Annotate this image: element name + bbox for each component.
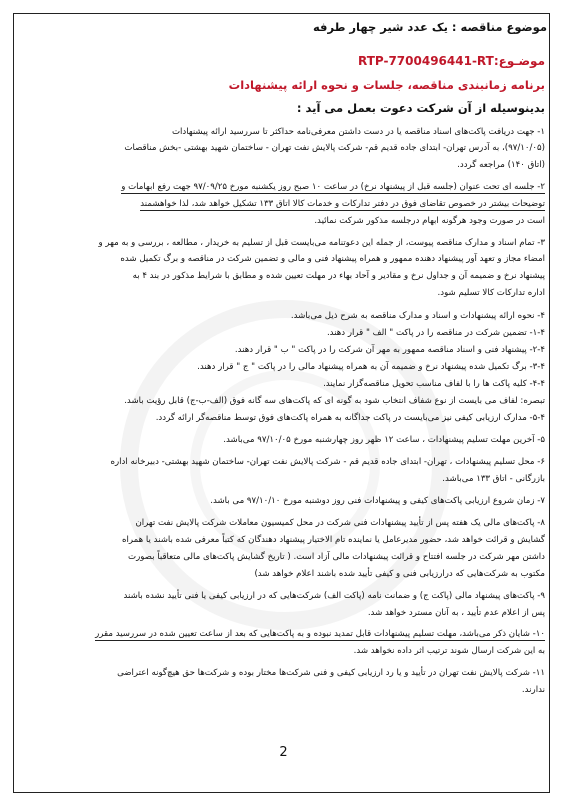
body-line: ۹- پاکت‌های پیشنهاد مالی (پاکت ج) و ضمانت نامه (پاکت الف) شرکت‌هایی که در ارزیابی کیفی یا فنی تأیید نشده باشند (123, 591, 545, 601)
body-line: ۳-۴- برگ تکمیل شده پیشنهاد نرخ و ضمیمه آن به همراه پیشنهاد مالی را در پاکت " ج " قرار دهند. (197, 362, 545, 372)
body-line: ۱۱- شرکت پالایش نفت تهران در تأیید و یا رد ارزیابی کیفی و فنی شرکت‌ها مختار بوده و شرکت‌ها حق هیچ‌گونه اعتراضی (117, 668, 545, 678)
body-line: مکتوب به شرکت‌هایی که درارزیابی فنی و کیفی تأیید شده باشند اعلام خواهد شد) (254, 569, 545, 579)
body-line: ۱۰- شایان ذکر می‌باشد، مهلت تسلیم پیشنهادات قابل تمدید نبوده و به پاکت‌هایی که بعد از ساعت تعیین شده در سررسید مقرر (95, 629, 545, 639)
body-line: توضیحات بیشتر در خصوص تقاضای فوق در دفتر تدارکات و خدمات کالا اتاق ۱۳۳ تشکیل خواهد شد، لذا خواهشمند (140, 199, 545, 209)
body-line: ۴-۴- کلیه پاکت ها را با لفاف مناسب تحویل مناقصه‌گزار نمایند. (323, 379, 545, 389)
body-line: ۶- محل تسلیم پیشنهادات ، تهران- ابتدای جاده قدیم قم - شرکت پالایش نفت تهران- ساختمان شهید بهشتی- دبیرخانه اداره (110, 457, 545, 467)
body-line: بازرگانی - اتاق ۱۳۳ می‌باشد. (442, 474, 545, 484)
body-line: اداره تدارکات کالا تسلیم شود. (437, 288, 545, 298)
body-line: ۸- پاکت‌های مالی یک هفته پس از تأیید پیشنهادات فنی شرکت در محل کمیسیون معاملات شرکت پالایش نفت تهران (135, 518, 545, 528)
body-line: ۲- جلسه ای تحت عنوان (جلسه قبل از پیشنهاد نرخ) در ساعت ۱۰ صبح روز یکشنبه مورخ ۹۷/۰۹/۲۵ جهت رفع ابهامات و (121, 182, 545, 192)
body-line: امضاء مجاز و تعهد آور پیشنهاد دهنده ممهور و همراه پیشنهاد فنی و مالی و تضمین شرکت در مناقصه و برگ تکمیل شده (120, 254, 545, 264)
body-line: ۵-۴- مدارک ارزیابی کیفی نیز می‌بایست در پاکت جداگانه به همراه پاکت‌های فوق توسط مناقصه‌گر ارائه گردد. (155, 413, 545, 423)
body-line: پس از اعلام عدم تأیید ، به آنان مسترد خواهد شد. (367, 608, 545, 618)
tender-subject: موضوع مناقصه : یک عدد شیر چهار طرفه (312, 20, 547, 34)
body-line: (۹۷/۱۰/۰۵)، به آدرس تهران- ابتدای جاده قدیم قم- شرکت پالایش نفت تهران - ساختمان شهید بهشتی -بخش مناقصات (124, 143, 545, 153)
invite-heading: بدینوسیله از آن شرکت دعوت بعمل می آید : (296, 101, 545, 115)
body-line: ۱- جهت دریافت پاکت‌های اسناد مناقصه یا در دست داشتن معرفی‌نامه حداکثر تا سررسید ارائه پیشنهادات (171, 127, 545, 137)
topic-code: RTP-7700496441-RT (358, 54, 494, 68)
body-line: گشایش و قرائت خواهد شد، حضور مدیرعامل یا نماینده تام الاختیار پیشنهاد دهندگان که کتباً معرفی شده باشند یا همراه (121, 535, 545, 545)
body-line: ۲-۴- پیشنهاد فنی و اسناد مناقصه ممهور به مهر آن شرکت را در پاکت " ب " قرار دهند. (234, 345, 545, 355)
body-line: پیشنهاد نرخ و ضمیمه آن و جداول نرخ و مقادیر و آحاد بهاء در مهلت تعیین شده و مطابق با شرایط مذکور در بند ۴ به (132, 271, 545, 281)
body-line: به این شرکت ارسال شوند ترتیب اثر داده نخواهد شد. (353, 646, 545, 656)
body-line: ندارند. (521, 685, 545, 695)
body-line: ۴- نحوه ارائه پیشنهادات و اسناد و مدارک مناقصه به شرح ذیل می‌باشد. (290, 311, 545, 321)
body-line: ۷- زمان شروع ارزیابی پاکت‌های کیفی و پیشنهادات فنی روز دوشنبه مورخ ۹۷/۱۰/۱۰ می باشد. (210, 496, 545, 506)
topic-label: موضـوع: (493, 54, 545, 68)
body-line: (اتاق ۱۴۰) مراجعه گردد. (457, 160, 545, 170)
body-line: تبصره: لفاف می بایست از نوع شفاف انتخاب شود به گونه ای که پاکت‌های سه گانه فوق (الف-ب-ج) قابل رؤیت باشد. (124, 396, 545, 406)
topic-line (358, 54, 545, 68)
body-line: ۵- آخرین مهلت تسلیم پیشنهادات ، ساعت ۱۲ ظهر روز چهارشنبه مورخ ۹۷/۱۰/۰۵ می‌باشد. (223, 435, 545, 445)
schedule-heading: برنامه زمانبندی مناقصه، جلسات و نحوه ارائه پیشنهادات (228, 78, 545, 92)
body-line: است در صورت وجود هرگونه ابهام درجلسه مذکور شرکت نمائید. (314, 216, 545, 226)
page-number: 2 (279, 745, 288, 760)
body-line: ۳- تمام اسناد و مدارک مناقصه پیوست، از جمله این دعوتنامه می‌بایست قبل از تسلیم به خریدار ، مطالعه ، بررسی و به مهر و (98, 238, 545, 248)
body-line: داشتن مهر شرکت در جلسه افتتاح و قرائت پیشنهادات مالی آزاد است. ( تاریخ گشایش پاکت‌های مالی متعاقباً بصورت (127, 552, 545, 562)
body-line: ۱-۴- تضمین شرکت در مناقصه را در پاکت " الف " قرار دهند. (326, 328, 545, 338)
